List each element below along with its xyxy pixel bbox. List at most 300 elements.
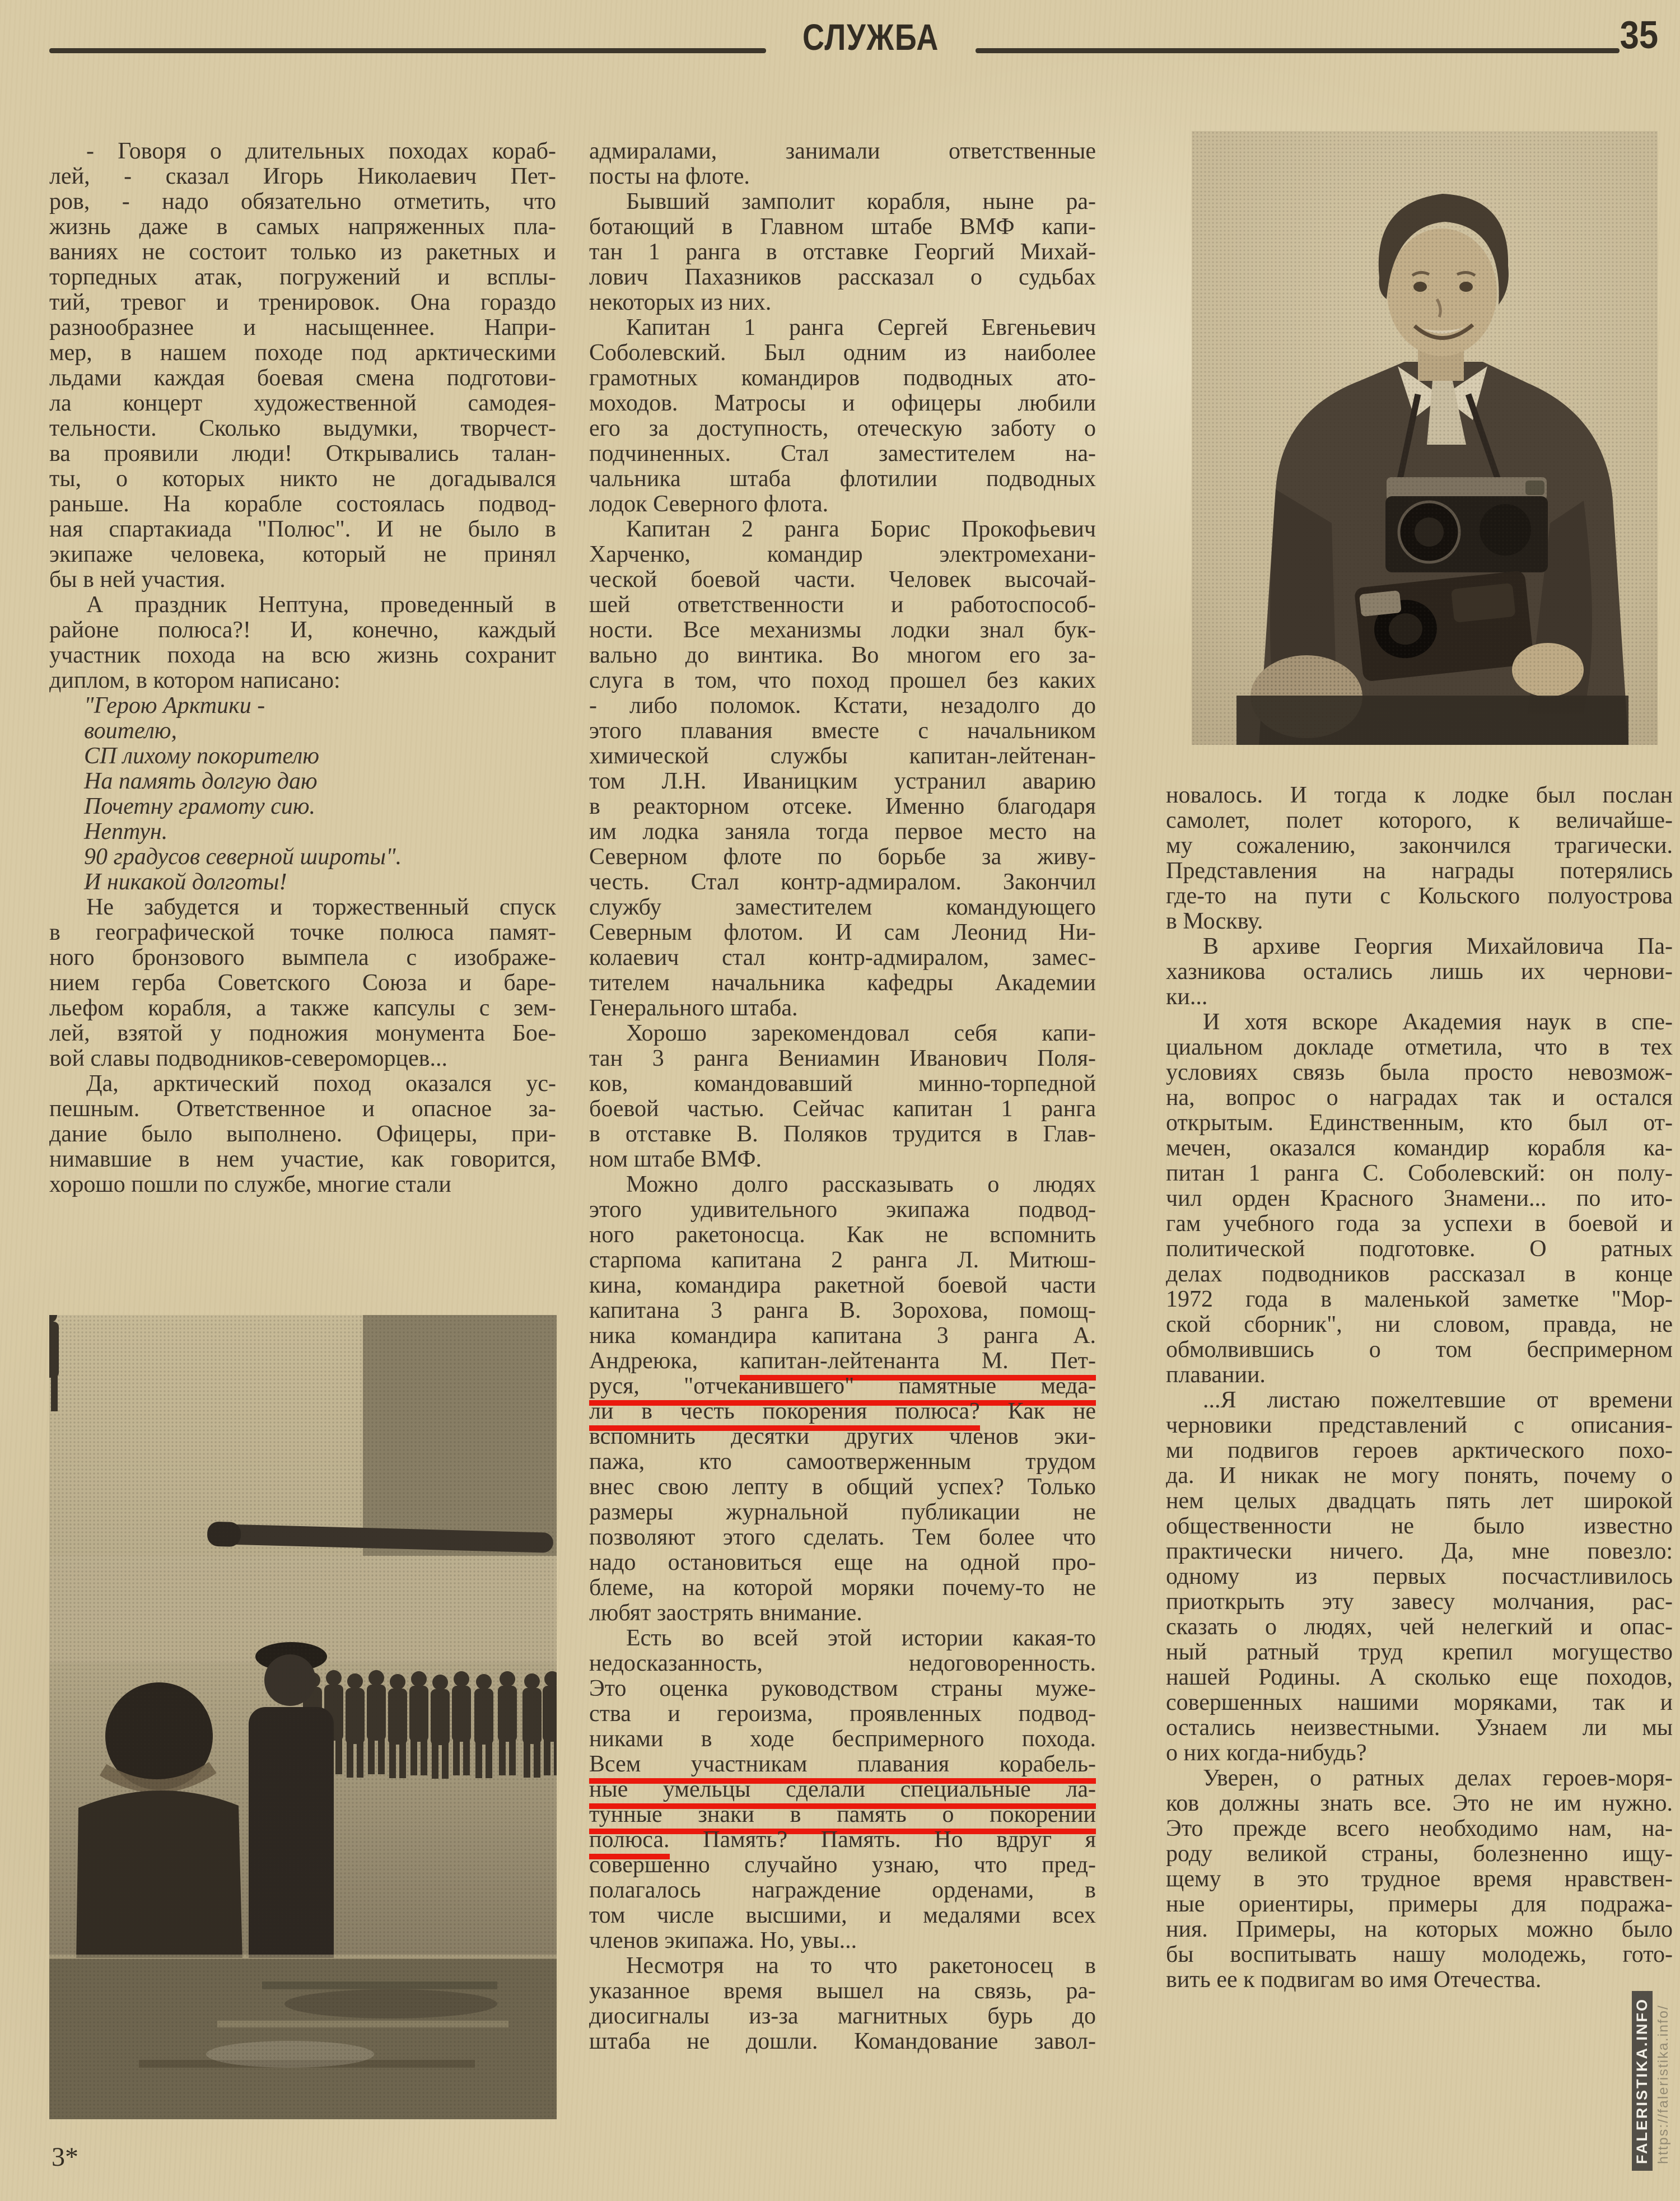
text-line [589, 492, 1096, 517]
text-segment: Это оценка руководством страны муже- [589, 1676, 1096, 1701]
text-segment: одному из первых посчастливилось [1166, 1564, 1673, 1589]
text-segment: в Москву. [1166, 908, 1263, 934]
signature-mark: 3* [52, 2142, 78, 2172]
text-line [49, 240, 556, 265]
text-line [1166, 1539, 1673, 1564]
text-line [1166, 1237, 1673, 1262]
text-segment: Хорошо зарекомендовал себя капи- [626, 1020, 1096, 1046]
text-line [1166, 1161, 1673, 1186]
text-line [49, 1097, 556, 1122]
text-line [49, 769, 556, 794]
header-rule-left [49, 48, 766, 53]
text-column-3 [1166, 783, 1673, 1993]
text-line [589, 845, 1096, 870]
text-segment: совершенно случайно узнаю, что пред- [589, 1852, 1096, 1878]
text-line [1166, 1136, 1673, 1161]
text-segment: участник похода на всю жизнь сохранит [49, 642, 556, 668]
text-segment: диосигналы из-за магнитных бурь до [589, 2003, 1096, 2029]
text-segment: позволяют этого сделать. Тем более что [589, 1524, 1096, 1550]
text-line [589, 643, 1096, 668]
text-line [589, 1878, 1096, 1903]
text-line [1166, 1262, 1673, 1287]
page-title: СЛУЖБА [802, 16, 940, 58]
text-segment: новалось. И тогда к лодке был послан [1166, 782, 1673, 808]
text-segment: плавании. [1166, 1362, 1266, 1388]
text-line [589, 1097, 1096, 1122]
text-segment: Несмотря на то что ракетоносец в [626, 1953, 1096, 1979]
text-segment: Есть во всей этой истории какая-то [626, 1625, 1096, 1651]
red-underlined-text: тунные знаки в память о покорении [589, 1802, 1096, 1834]
text-line [589, 1475, 1096, 1500]
text-segment: чальника штаба флотилии подводных [589, 466, 1096, 492]
text-segment: указанное время вышел на связь, ра- [589, 1978, 1096, 2004]
text-segment: Капитан 1 ранга Сергей Евгеньевич [626, 315, 1096, 341]
text-segment: ческой боевой части. Человек высочай- [589, 567, 1096, 593]
text-line [589, 1676, 1096, 1701]
text-line [589, 920, 1096, 945]
text-line [589, 1248, 1096, 1273]
text-line [1166, 1564, 1673, 1589]
text-line [1166, 959, 1673, 985]
text-line [49, 467, 556, 492]
text-segment: Капитан 2 ранга Борис Прокофьевич [626, 516, 1096, 542]
text-line [1166, 1035, 1673, 1060]
text-line [1166, 1060, 1673, 1085]
text-segment: бы в ней участия. [49, 567, 226, 593]
text-segment: любят заострять внимание. [589, 1600, 862, 1626]
text-segment: бы воспитывать нашу молодежь, гото- [1166, 1942, 1673, 1967]
text-segment: роду великой страны, болезненно ищу- [1166, 1841, 1673, 1867]
text-segment: ки... [1166, 984, 1208, 1010]
text-line [1166, 985, 1673, 1010]
text-line [1166, 1211, 1673, 1237]
text-segment: этого плавания вместе с начальником [589, 718, 1096, 744]
text-segment: Нептун. [84, 819, 168, 845]
text-line [589, 416, 1096, 441]
text-segment: гам учебного года за успехи в боевой и [1166, 1211, 1673, 1237]
text-segment: ков, командовавший минно-торпедной [589, 1071, 1096, 1097]
text-line [589, 1777, 1096, 1802]
text-line [589, 1298, 1096, 1323]
text-line [49, 1122, 556, 1147]
text-segment: Северным флотом. И сам Леонид Ни- [589, 920, 1096, 945]
text-segment: Харченко, командир электромехани- [589, 542, 1096, 567]
text-line [49, 492, 556, 517]
text-segment: где-то на пути с Кольского полуострова [1166, 883, 1673, 909]
text-segment: Бывший замполит корабля, ныне ра- [626, 189, 1096, 214]
text-segment: ваниях не состоит только из ракетных и [49, 239, 556, 265]
text-line [1166, 808, 1673, 833]
text-segment: ров, - надо обязательно отметить, что [49, 189, 556, 214]
text-line [1166, 783, 1673, 808]
text-line [589, 341, 1096, 366]
text-line [1166, 1942, 1673, 1967]
text-segment: тельности. Сколько выдумки, творчест- [49, 416, 556, 441]
text-line [1166, 934, 1673, 959]
text-line [1166, 1463, 1673, 1489]
text-segment: ности. Все механизмы лодки знал бук- [589, 617, 1096, 643]
text-line [49, 290, 556, 315]
photo-man-with-cameras-image [1192, 131, 1658, 745]
text-segment: нием герба Советского Союза и баре- [49, 970, 556, 996]
text-line [1166, 1589, 1673, 1615]
text-segment: И никакой долготы! [84, 869, 287, 895]
text-line [589, 1500, 1096, 1525]
text-line [589, 769, 1096, 794]
text-segment: никами в ходе беспримерного похода. [589, 1726, 1096, 1752]
text-segment: вспомнить десятки других членов эки- [589, 1424, 1096, 1449]
text-line [589, 1727, 1096, 1752]
text-segment: - либо поломок. Кстати, незадолго до [589, 693, 1096, 719]
text-segment: ла концерт художественной самодея- [49, 390, 556, 416]
text-segment: старпома капитана 2 ранга Л. Митюш- [589, 1247, 1096, 1273]
text-line [49, 189, 556, 214]
text-line [589, 1802, 1096, 1827]
text-segment: химической службы капитан-лейтенан- [589, 743, 1096, 769]
text-line [1166, 1640, 1673, 1665]
text-segment: тан 1 ранга в отставке Георгий Михай- [589, 239, 1096, 265]
text-segment: блеме, на которой моряки почему-то не [589, 1575, 1096, 1601]
text-line [1166, 1917, 1673, 1942]
text-line [589, 467, 1096, 492]
text-segment: ном штабе ВМФ. [589, 1146, 762, 1172]
text-line [589, 794, 1096, 819]
header-rule-right [976, 48, 1620, 53]
text-segment: ния. Примеры, на которых можно было [1166, 1916, 1673, 1942]
text-line [589, 945, 1096, 971]
text-segment: полагалось награждение орденами, в [589, 1877, 1096, 1903]
text-segment: разнообразнее и насыщеннее. Напри- [49, 315, 556, 341]
text-line [589, 1374, 1096, 1399]
text-segment: ного бронзового вымпела с изображе- [49, 945, 556, 971]
text-line [49, 870, 556, 895]
text-line [49, 819, 556, 845]
text-segment: А праздник Нептуна, проведенный в [86, 592, 556, 618]
red-underlined-text: полюса. [589, 1827, 670, 1859]
text-segment: тий, тревог и тренировок. Она гораздо [49, 290, 556, 315]
text-line [589, 1853, 1096, 1878]
text-segment: им лодка заняла тогда первое место на [589, 819, 1096, 845]
text-line [589, 1349, 1096, 1374]
text-segment: лей, взятой у подножия монумента Бое- [49, 1020, 556, 1046]
text-line [589, 1273, 1096, 1298]
text-segment: циальном докладе отметила, что в тех [1166, 1034, 1673, 1060]
red-underlined-text: ные умельцы сделали специальные ла- [589, 1776, 1096, 1809]
red-underlined-text: ли в честь покорения полюса? [589, 1398, 980, 1431]
text-line [1166, 1363, 1673, 1388]
text-line [589, 1903, 1096, 1928]
text-line [589, 618, 1096, 643]
text-segment: шей ответственности и работоспособ- [589, 592, 1096, 618]
text-line [589, 1172, 1096, 1197]
text-line [1166, 1438, 1673, 1463]
text-line [589, 744, 1096, 769]
text-line [589, 1399, 1096, 1424]
text-segment: остались неизвестными. Узнаем ли мы [1166, 1715, 1673, 1741]
text-column-2 [589, 139, 1096, 2054]
text-line [589, 1424, 1096, 1449]
text-line [589, 1323, 1096, 1349]
text-segment: И хотя вскоре Академия наук в спе- [1203, 1009, 1673, 1035]
text-line [589, 719, 1096, 744]
text-line [589, 1071, 1096, 1097]
text-line [49, 315, 556, 341]
text-line [49, 693, 556, 719]
text-segment: воителю, [84, 718, 178, 744]
text-segment: 90 градусов северной широты". [84, 844, 402, 870]
text-segment: в реакторном отсеке. Именно благодаря [589, 794, 1096, 819]
red-underlined-text: Всем участникам плавания корабель- [589, 1751, 1096, 1784]
text-line [589, 1979, 1096, 2004]
text-segment: политической подготовке. О ратных [1166, 1236, 1673, 1262]
text-segment: нашей Родины. А сколько еще походов, [1166, 1664, 1673, 1690]
text-segment: надо остановиться еще на одной про- [589, 1550, 1096, 1575]
text-segment: внес свою лепту в общий успех? Только [589, 1474, 1096, 1500]
text-segment: обмолвившись о том беспримерном [1166, 1337, 1673, 1363]
text-line [589, 2029, 1096, 2054]
text-line [49, 1046, 556, 1071]
text-segment: Представления на награды потерялись [1166, 858, 1673, 884]
text-segment: нем целых двадцать пять лет широкой [1166, 1488, 1673, 1514]
text-segment: открытым. Единственным, кто был от- [1166, 1110, 1673, 1136]
text-line [589, 1147, 1096, 1172]
text-line [49, 668, 556, 693]
text-line [1166, 1287, 1673, 1312]
text-line [589, 1223, 1096, 1248]
text-line [49, 895, 556, 920]
text-line [49, 1021, 556, 1046]
text-line [589, 895, 1096, 920]
text-line [1166, 859, 1673, 884]
text-segment: дание было выполнено. Офицеры, при- [49, 1121, 556, 1147]
text-line [589, 1122, 1096, 1147]
text-line [589, 265, 1096, 290]
text-line [49, 593, 556, 618]
text-segment: На память долгую даю [84, 768, 318, 794]
text-segment: нимавшие в нем участие, как говорится, [49, 1146, 556, 1172]
text-line [589, 1021, 1096, 1046]
text-segment: В архиве Георгия Михайловича Па- [1203, 934, 1673, 959]
text-segment: раньше. На корабле состоялась подвод- [49, 491, 556, 517]
text-line [1166, 1715, 1673, 1741]
text-line [589, 366, 1096, 391]
text-line [1166, 1841, 1673, 1867]
text-segment: черновики представлений с описания- [1166, 1412, 1673, 1438]
text-segment: недосказанность, недоговоренность. [589, 1650, 1096, 1676]
text-line [49, 945, 556, 971]
photo-man-with-cameras [1192, 131, 1658, 745]
text-segment: да. И никак не могу понять, почему о [1166, 1463, 1673, 1489]
text-segment: Уверен, о ратных делах героев-моря- [1203, 1765, 1673, 1791]
text-line [49, 996, 556, 1021]
text-segment: о них когда-нибудь? [1166, 1740, 1367, 1766]
text-segment: Северном флоте по борьбе за живу- [589, 844, 1096, 870]
text-segment: некоторых из них. [589, 290, 772, 315]
text-line [589, 517, 1096, 542]
text-line [49, 214, 556, 240]
text-line [1166, 1867, 1673, 1892]
text-segment: боевой частью. Сейчас капитан 1 ранга [589, 1096, 1096, 1122]
text-segment: грамотных командиров подводных ато- [589, 365, 1096, 391]
text-segment: адмиралами, занимали ответственные [589, 138, 1096, 164]
text-segment: мер, в нашем походе под арктическими [49, 340, 556, 366]
text-segment: тителем начальника кафедры Академии [589, 970, 1096, 996]
text-line [1166, 1690, 1673, 1715]
text-line [589, 668, 1096, 693]
text-column-1 [49, 139, 556, 1197]
text-segment: делах подводников рассказал в конце [1166, 1261, 1673, 1287]
text-line [589, 870, 1096, 895]
text-segment: на, вопрос о наградах так и остался [1166, 1085, 1673, 1111]
text-line [589, 1953, 1096, 1979]
text-segment: Андреюка, [589, 1348, 740, 1374]
text-segment: самолет, полет которого, к величайше- [1166, 808, 1673, 833]
text-line [49, 794, 556, 819]
text-line [1166, 1010, 1673, 1035]
text-segment: подчиненных. Стал заместителем на- [589, 441, 1096, 467]
text-segment: общественности не было известно [1166, 1513, 1673, 1539]
text-segment: жизнь даже в самых напряженных пла- [49, 214, 556, 240]
watermark-url-label: https://faleristika.info/ [1655, 2004, 1671, 2164]
text-segment: 1972 года в маленькой заметке "Мор- [1166, 1286, 1673, 1312]
text-segment: размеры журнальной публикации не [589, 1499, 1096, 1525]
text-line [49, 366, 556, 391]
page-number: 35 [1620, 13, 1659, 57]
text-line [1166, 1892, 1673, 1917]
text-segment: слуга в том, что поход прошел без каких [589, 668, 1096, 693]
red-underlined-text: капитан-лейтенанта М. Пет- [740, 1348, 1096, 1381]
text-segment: торпедных атак, погружений и всплы- [49, 264, 556, 290]
text-segment: Как не [979, 1398, 1096, 1424]
text-segment: экипаже человека, который не принял [49, 542, 556, 567]
text-line [589, 315, 1096, 341]
text-line [49, 265, 556, 290]
text-segment: колаевич стал контр-адмиралом, замес- [589, 945, 1096, 971]
text-segment: капитана 3 ранга В. Зорохова, помощ- [589, 1298, 1096, 1323]
text-segment: лей, - сказал Игорь Николаевич Пет- [49, 164, 556, 189]
text-segment: ...Я листаю пожелтевшие от времени [1203, 1387, 1673, 1413]
text-line [1166, 1388, 1673, 1413]
text-line [589, 1046, 1096, 1071]
watermark-site-label: FALERISTIKA.INFO [1632, 1991, 1653, 2171]
text-line [1166, 1816, 1673, 1841]
text-segment: диплом, в котором написано: [49, 668, 340, 693]
text-segment: ный ратный труд крепил могущество [1166, 1639, 1673, 1665]
text-segment: том числе высшими, и медалями всех [589, 1902, 1096, 1928]
text-line [589, 1449, 1096, 1475]
text-line [589, 971, 1096, 996]
text-line [1166, 1111, 1673, 1136]
text-line [1166, 1337, 1673, 1363]
text-line [1166, 1312, 1673, 1337]
text-line [49, 971, 556, 996]
text-segment: СП лихому покорителю [84, 743, 319, 769]
text-segment: ного ракетоносца. Как не вспомнить [589, 1222, 1096, 1248]
text-line [589, 1651, 1096, 1676]
text-line [1166, 884, 1673, 909]
text-segment: ные ориентиры, примеры для подража- [1166, 1891, 1673, 1917]
text-line [1166, 833, 1673, 859]
text-line [589, 214, 1096, 240]
text-line [589, 1197, 1096, 1223]
text-line [1166, 1967, 1673, 1993]
text-segment: вально до винтика. Во многом его за- [589, 642, 1096, 668]
text-segment: льефом корабля, а также капсулы с зем- [49, 995, 556, 1021]
text-line [49, 719, 556, 744]
text-line [589, 240, 1096, 265]
text-line [589, 1626, 1096, 1651]
text-line [589, 996, 1096, 1021]
text-segment: вой славы подводников-североморцев... [49, 1046, 447, 1071]
text-segment: лович Пахазников рассказал о судьбах [589, 264, 1096, 290]
text-segment: ства и героизма, проявленных подвод- [589, 1701, 1096, 1727]
text-line [49, 341, 556, 366]
text-segment: приоткрыть эту завесу молчания, рас- [1166, 1589, 1673, 1615]
text-segment: ты, о которых никто не догадывался [49, 466, 556, 492]
text-line [49, 441, 556, 467]
text-line [589, 1752, 1096, 1777]
text-line [589, 1601, 1096, 1626]
text-line [589, 1701, 1096, 1727]
text-line [1166, 1489, 1673, 1514]
text-line [589, 819, 1096, 845]
text-line [49, 542, 556, 567]
text-line [589, 189, 1096, 214]
text-segment: ника командира капитана 3 ранга А. [589, 1323, 1096, 1349]
text-segment: щему в это трудное время нравствен- [1166, 1866, 1673, 1892]
text-segment: сказать о людях, чей нелегкий и опас- [1166, 1614, 1673, 1640]
text-line [589, 693, 1096, 719]
text-line [49, 920, 556, 945]
text-segment: - Говоря о длительных походах кораб- [86, 138, 556, 164]
text-segment: в отставке В. Поляков трудится в Глав- [589, 1121, 1096, 1147]
text-segment: чил орден Красного Знамени... по ито- [1166, 1186, 1673, 1211]
text-segment: службу заместителем командующего [589, 894, 1096, 920]
text-segment: его за доступность, отеческую заботу о [589, 416, 1096, 441]
text-segment: пажа, кто самоотверженным трудом [589, 1449, 1096, 1475]
text-segment: пешным. Ответственное и опасное за- [49, 1096, 556, 1122]
text-line [589, 1550, 1096, 1575]
watermark [1632, 1991, 1672, 2171]
text-line [49, 164, 556, 189]
text-line [589, 391, 1096, 416]
text-segment: ботающий в Главном штабе ВМФ капи- [589, 214, 1096, 240]
text-line [589, 542, 1096, 567]
text-line [49, 744, 556, 769]
text-line [589, 593, 1096, 618]
text-segment: совершенных нашими моряками, так и [1166, 1690, 1673, 1715]
text-segment: Генерального штаба. [589, 995, 798, 1021]
text-segment: льдами каждая боевая смена подготови- [49, 365, 556, 391]
text-segment: практически ничего. Да, мне повезло: [1166, 1538, 1673, 1564]
text-segment: вить ее к подвигам во имя Отечества. [1166, 1967, 1542, 1993]
text-segment: районе полюса?! И, конечно, каждый [49, 617, 556, 643]
text-line [49, 416, 556, 441]
text-line [1166, 1741, 1673, 1766]
text-line [49, 1147, 556, 1172]
text-line [589, 441, 1096, 467]
text-line [1166, 909, 1673, 934]
text-segment: моходов. Матросы и офицеры любили [589, 390, 1096, 416]
text-line [589, 164, 1096, 189]
text-line [49, 845, 556, 870]
text-line [1166, 1085, 1673, 1111]
text-line [49, 139, 556, 164]
text-segment: ков должны знать все. Это не им нужно. [1166, 1790, 1673, 1816]
text-line [1166, 1766, 1673, 1791]
text-segment: посты на флоте. [589, 164, 750, 189]
text-line [1166, 1514, 1673, 1539]
